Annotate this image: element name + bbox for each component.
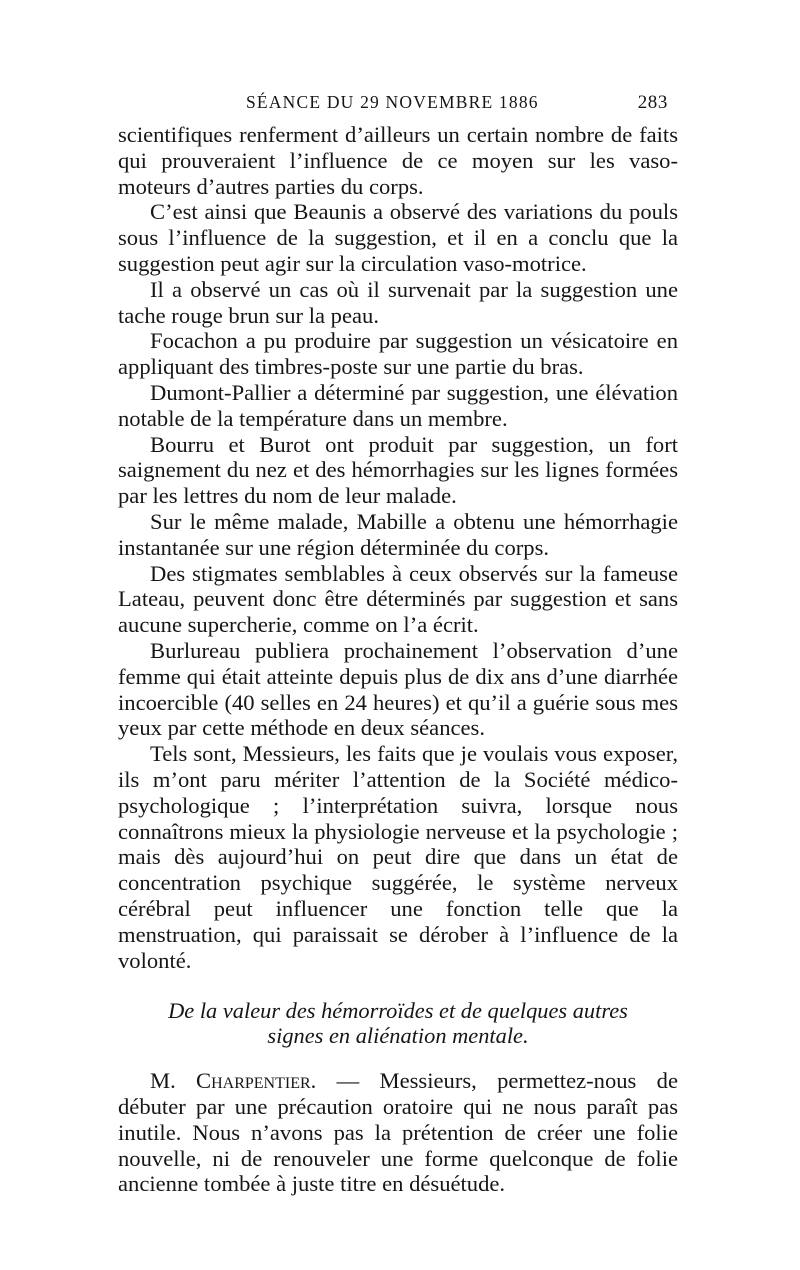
section-heading bbox=[118, 998, 678, 1048]
page-number: 283 bbox=[637, 92, 668, 113]
paragraph bbox=[118, 1068, 678, 1197]
paragraph: Focachon a pu produire par suggestion un vésicatoire en appliquant des timbres-poste sur une partie du bras. bbox=[118, 328, 678, 380]
speaker-text: — Messieurs, permettez-nous de débuter par une précaution oratoire qui ne nous paraît pas inutile. Nous n’avons pas la prétention de créer une folie nouvelle, ni de renouveler une forme quelconque de folie ancienne tombée à juste titre en désuétude. bbox=[118, 1068, 678, 1197]
paragraph: Burlureau publiera prochainement l’observation d’une femme qui était atteinte depuis plus de dix ans d’une diarrhée incoercible (40 selles en 24 heures) et qu’il a guérie sous mes yeux par cette méthode en deux séances. bbox=[118, 637, 678, 741]
paragraph: Bourru et Burot ont produit par suggestion, un fort saignement du nez et des hémorrhagies sur les lignes formées par les lettres du nom de leur malade. bbox=[118, 431, 678, 509]
paragraph: Il a observé un cas où il survenait par la suggestion une tache rouge brun sur la peau. bbox=[118, 276, 678, 328]
book-page bbox=[118, 88, 678, 1197]
section-heading-line: De la valeur des hémorroïdes et de quelques autres bbox=[168, 998, 628, 1024]
section-body bbox=[118, 1068, 678, 1197]
running-head bbox=[118, 88, 678, 122]
speaker-name: M. Charpentier. bbox=[150, 1068, 317, 1094]
paragraph: Tels sont, Messieurs, les faits que je voulais vous exposer, ils m’ont paru mériter l’attention de la Société médico-psychologique ; l’interprétation suivra, lorsque nous connaîtrons mieux la physiologie nerveuse et la psychologie ; mais dès aujourd’hui on peut dire que dans un état de concentration psychique suggérée, le système nerveux cérébral peut influencer une fonction telle que la menstruation, qui paraissait se dérober à l’influence de la volonté. bbox=[118, 741, 678, 973]
paragraph: Dumont-Pallier a déterminé par suggestion, une élévation notable de la température dans un membre. bbox=[118, 379, 678, 431]
paragraph: scientifiques renferment d’ailleurs un certain nombre de faits qui prouveraient l’influence de ce moyen sur les vaso-moteurs d’autres parties du corps. bbox=[118, 122, 678, 199]
section-heading-line: signes en aliénation mentale. bbox=[267, 1023, 529, 1049]
paragraph: Des stigmates semblables à ceux observés sur la fameuse Lateau, peuvent donc être déterminés par suggestion et sans aucune supercherie, comme on l’a écrit. bbox=[118, 560, 678, 638]
running-head-title: SÉANCE DU 29 NOVEMBRE 1886 bbox=[246, 92, 539, 112]
body-text bbox=[118, 122, 678, 973]
paragraph: Sur le même malade, Mabille a obtenu une hémorrhagie instantanée sur une région déterminée du corps. bbox=[118, 508, 678, 560]
paragraph: C’est ainsi que Beaunis a observé des variations du pouls sous l’influence de la suggestion, et il en a conclu que la suggestion peut agir sur la circulation vaso-motrice. bbox=[118, 199, 678, 276]
